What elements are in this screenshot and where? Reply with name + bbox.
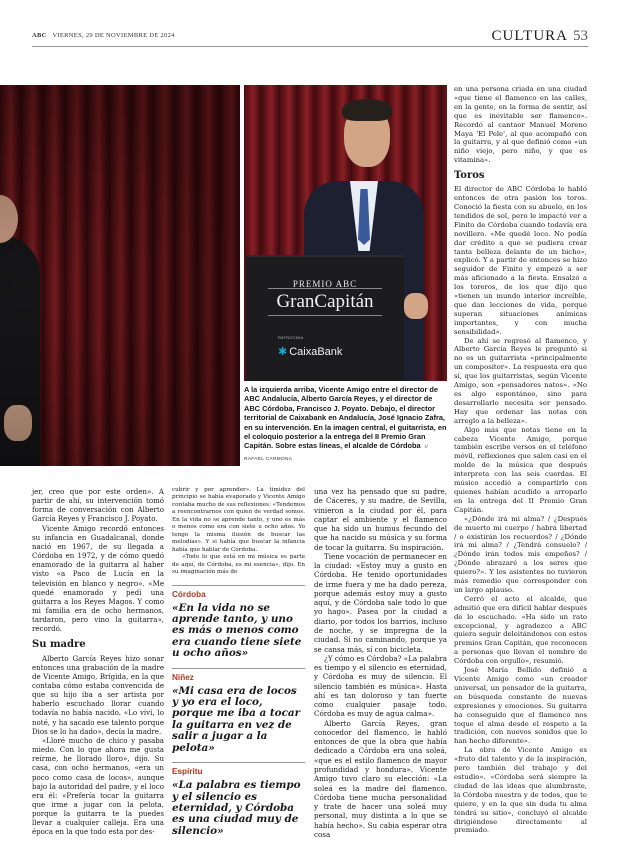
quote-text: «Mi casa era de locos y yo era el loco, porque me iba a tocar la guitarra en vez de salir a jugar a la pelota» — [172, 684, 301, 754]
podium-sponsor-label: PATROCINA — [278, 335, 304, 340]
paragraph: Alberto García Reyes, gran conocedor del flamenco, le habló entonces de que la obra que había dedicado a Córdoba era una soleá, «que es el estilo flamenco de mayor profundidad y hondura». Vicente Amigo tuvo claro su elección: «La soleá es la madre del flamenco. Córdoba tiene mucha personalidad y trate de hacer una soleá muy personal, muy distinta a lo que se había hecho». Su cabia esperar otra cosa — [314, 718, 447, 839]
subhead-su-madre: Su madre — [32, 638, 86, 650]
article-column-4 — [454, 85, 587, 835]
paragraph: Cerró el acto el alcalde, que admitió que era difícil hablar después de lo escuchado. «Ha sido un rato excepcional, y agradezco a ABC quiera seguir deleitándonos con estos premios Gran Capitán, que reconocen a personas que llevan el nombre de Córdoba con orgullo», resumió. — [454, 594, 587, 666]
photo-credit: // RAFAEL CARMONA — [244, 445, 428, 462]
paragraph: ¿Y cómo es Córdoba? «La palabra es tiempo y el silencio es eternidad, y Córdoba es muy de silencio. El silencio también es música». Hasta ahí es tan doloroso y tan fuerte como cualquier pasaje todo. Córdoba es muy de agua calma». — [314, 653, 447, 719]
quote-rule — [172, 585, 305, 586]
pull-quote — [172, 668, 305, 754]
paragraph: «Lloré mucho de chico y pasaba miedo. Con lo que ahora me gusta reírme, he llorado lloro», dijo. Su casa, con ocho hermanos, «era un poco como casa de locos», aunque bajo la autoridad del padre, y el loco era él: «Prefería tocar la guitarra que irme a jugar con la pelota, porque la guitarra te la puedes llevar a cualquier calleja. Era una época en la que todo esta por des- — [32, 735, 164, 837]
paragraph: El director de ABC Córdoba le habló entonces de otra pasión los toros. Conoció la fiesta con su abuelo, en los tendidos de sol, pero le impactó ver a Finito de Córdoba cuando todavía era novillero. «Me quedé loco. No podía dar crédito a que se pudiera crear tanta belleza delante de un bicho», explicó. Y a partir de entonces se hizo seguidor de Finito y empezó a ser más aficionado a la fiesta. Ensalzó a los toreros, de los que dijo que «tienen un mundo interior increíble, que dan lecciones de vida, porque superan situaciones anímicas importantes, y con mucha sensibilidad». — [454, 185, 587, 336]
paragraph: «¿Dónde irá mi alma? / ¿Después de muerto mi cuerpo / habrá libertad / o existirán los recuerdos? / ¿Dónde irá mi alma? / ¿Tendrá consuelo? / ¿Dónde irán todos mis empeños? / ¿Dónde abrazaré a los seres que quiero?». Y los asistentes no tuvieron más remedio que corresponder con un largo aplauso. — [454, 514, 587, 594]
photo-shade — [0, 85, 240, 466]
header-dateline — [32, 32, 175, 39]
speaker-hand — [404, 293, 428, 319]
photo-mayor-podium — [244, 85, 447, 381]
quote-label: Espíritu — [172, 767, 203, 777]
sponsor-name: CaixaBank — [289, 346, 343, 358]
podium-premio-label: PREMIO ABC — [292, 279, 358, 289]
podium-award-name: GranCapitán — [276, 291, 374, 312]
quote-label: Niñez — [172, 672, 194, 682]
quote-text: «La palabra es tiempo y el silencio es eternidad, y Córdoba es una ciudad muy de silencio» — [172, 779, 301, 837]
photo-guitarist — [0, 85, 240, 466]
page-header — [0, 0, 620, 60]
issue-date: VIERNES, 29 DE NOVIEMBRE DE 2024 — [52, 32, 175, 39]
quote-rule — [172, 668, 305, 669]
page-number: 53 — [573, 28, 588, 44]
photo-caption — [244, 385, 447, 464]
paragraph: Algo más que notas tiene en la cabeza Vicente Amigo, porque también escribe versos en el teléfono móvil, reflexiones que salen casi en el molde de la música que después interpreta con las seis cuerdas. El músico accedió a compartirlo con quienes habían acudido a arroparlo en la entrega del II Premio Gran Capitán. — [454, 425, 587, 514]
paragraph: una vez ha pensado que su padre, de Cáceres, y su madre, de Sevilla, vinieron a la ciudad por él, para captar el ambiente y el flamenco que ha sido un humus fecundo del que ha nacido su música y su forma de tocar la guitarra. Su inspiración. — [314, 487, 447, 552]
article-column-1 — [32, 487, 164, 837]
paragraph: jer, creo que por este orden». A partir de ahí, su intervención tomó forma de conversación con Alberto García Reyes y Francisco J. Poyato. — [32, 487, 164, 524]
caption-text: A la izquierda arriba, Vicente Amigo entre el director de ABC Andalucía, Alberto García Reyes, y el director de ABC Córdoba, Francisco J. Poyato. Debajo, el director territorial de Caixabank en Andalucía, José Ignacio Zafra, en su intervención. En la imagen central, el guitarrista, en el coloquio posterior a la entrega del II Premio Gran Capitán. Sobre estas líneas, el alcalde de Córdoba — [244, 385, 447, 451]
podium-rule-bottom — [268, 315, 382, 316]
paragraph: Tiene vocación de permanecer en la ciudad: «Estoy muy a gusto en Córdoba. He tenido oportunidades de irme fuera y me ha dado pereza, porque además estoy muy a gusto aquí, y de Córdoba sale todo lo que yo hago». Pasea por la ciudad a diario, por todos los barrios, incluso de noche, y se impregna de la ciudad. Si no caminando, porque ya se cansa más, sí con bicicleta. — [314, 551, 447, 654]
paragraph: Vicente Amigo recordó entonces su infancia en Guadalcanal, donde nació en 1967, de su llegada a Córdoba en 1972, y de cómo quedó enamorado de la guitarra al haber visto «a Paco de Lucía en la televisión en blanco y negro». «Me quedé enamorado y pedí una guitarra a los Reyes Magos. Y como mi familia era de ocho hermanos, tardaron, pero vino la guitarra», recordó. — [32, 523, 164, 634]
quote-rule — [172, 762, 305, 763]
paragraph: «Todo lo que está en mi música es parte de aquí, de Córdoba, es mi esencia», dijo. En su imaginación más de — [172, 554, 305, 576]
caixabank-star-icon: ✱ — [278, 346, 288, 358]
header-rule — [32, 46, 588, 47]
paragraph: en una persona criada en una ciudad «que tiene el flamenco en las calles, en la gente, en la forma de sentir, así que es inevitable ser flamenco». Recordó al cantaor Manuel Moreno Maya 'El Pele', al que acompañó con la guitarra, y al que definió como «un niño viejo, pero niño, y que es vitamina». — [454, 85, 587, 165]
speaker-hair — [342, 99, 392, 121]
article-column-3 — [314, 487, 447, 839]
quote-label: Córdoba — [172, 589, 206, 599]
paragraph: Alberto García Reyes hizo sonar entonces una grabación de la madre de Vicente Amigo, Brígida, en la que contaba cómo estaba convencida de que su hijo iba a ser artista por haberlo escuchado llorar cuando todavía no había nacido. «Lo viví, lo noté, y ha sacado ese talento porque Dios se lo ha dado», decía la madre. — [32, 653, 164, 736]
subhead-toros: Toros — [454, 170, 485, 182]
pull-quote — [172, 762, 305, 837]
section-title: CULTURA — [491, 28, 568, 44]
paragraph: cubrir y por aprender». La timidez del principio se había evaporado y Vicente Amigo contaba mucho de sus reflexiones: «Tendemos a reencontrarnos con quien de verdad somos. En la vida no se aprende tanto, y uno es más o menos como era con siete u ocho años. Yo tengo la misma ilusión de buscar las melodías». Y si había que buscar la infancia había que hablar de Córdoba. — [172, 487, 305, 553]
quote-text: «En la vida no se aprende tanto, y uno es más o menos como era cuando tiene siete u ocho años» — [172, 601, 302, 660]
brand-name: ABC — [32, 32, 47, 39]
paragraph: La obra de Vicente Amigo es «fruto del talento y de la inspiración, pero también del trabajo y del estudio». «Córdoba será siempre la ciudad de las ideas que alumbraste, la Córdoba nuestra y de todos, que te quiere, y en la que sin duda tu alma tendrá su sitio», concluyó el alcalde dirigiéndose directamente al premiado. — [454, 746, 587, 835]
paragraph: José María Bellido definió a Vicente Amigo como «un creador universal, un pensador de la guitarra, en búsqueda constante de nuevas expresiones y emociones. Su guitarra ha conseguido que el flamenco nos toque el alma desde el respeto a la tradición, con nuevos sonidos que lo han hecho diferente». — [454, 666, 587, 746]
podium — [246, 255, 404, 381]
podium-sponsor-logo — [278, 345, 342, 358]
article-column-2 — [172, 487, 305, 837]
paragraph: De ahí se regresó al flamenco, y Alberto García Reyes le preguntó si no es un guitarrista «principalmente un compositor». La respuesta era que sí, que los guitarristas, según Vicente Amigo, son «pensadores natos». «No es algo espontáneo, sino para desarrollarlo necesita ser pensado. Hay que ordenar las notas con arreglo a la belleza». — [454, 336, 587, 425]
pull-quote — [172, 585, 305, 660]
podium-rule-top — [268, 288, 382, 289]
